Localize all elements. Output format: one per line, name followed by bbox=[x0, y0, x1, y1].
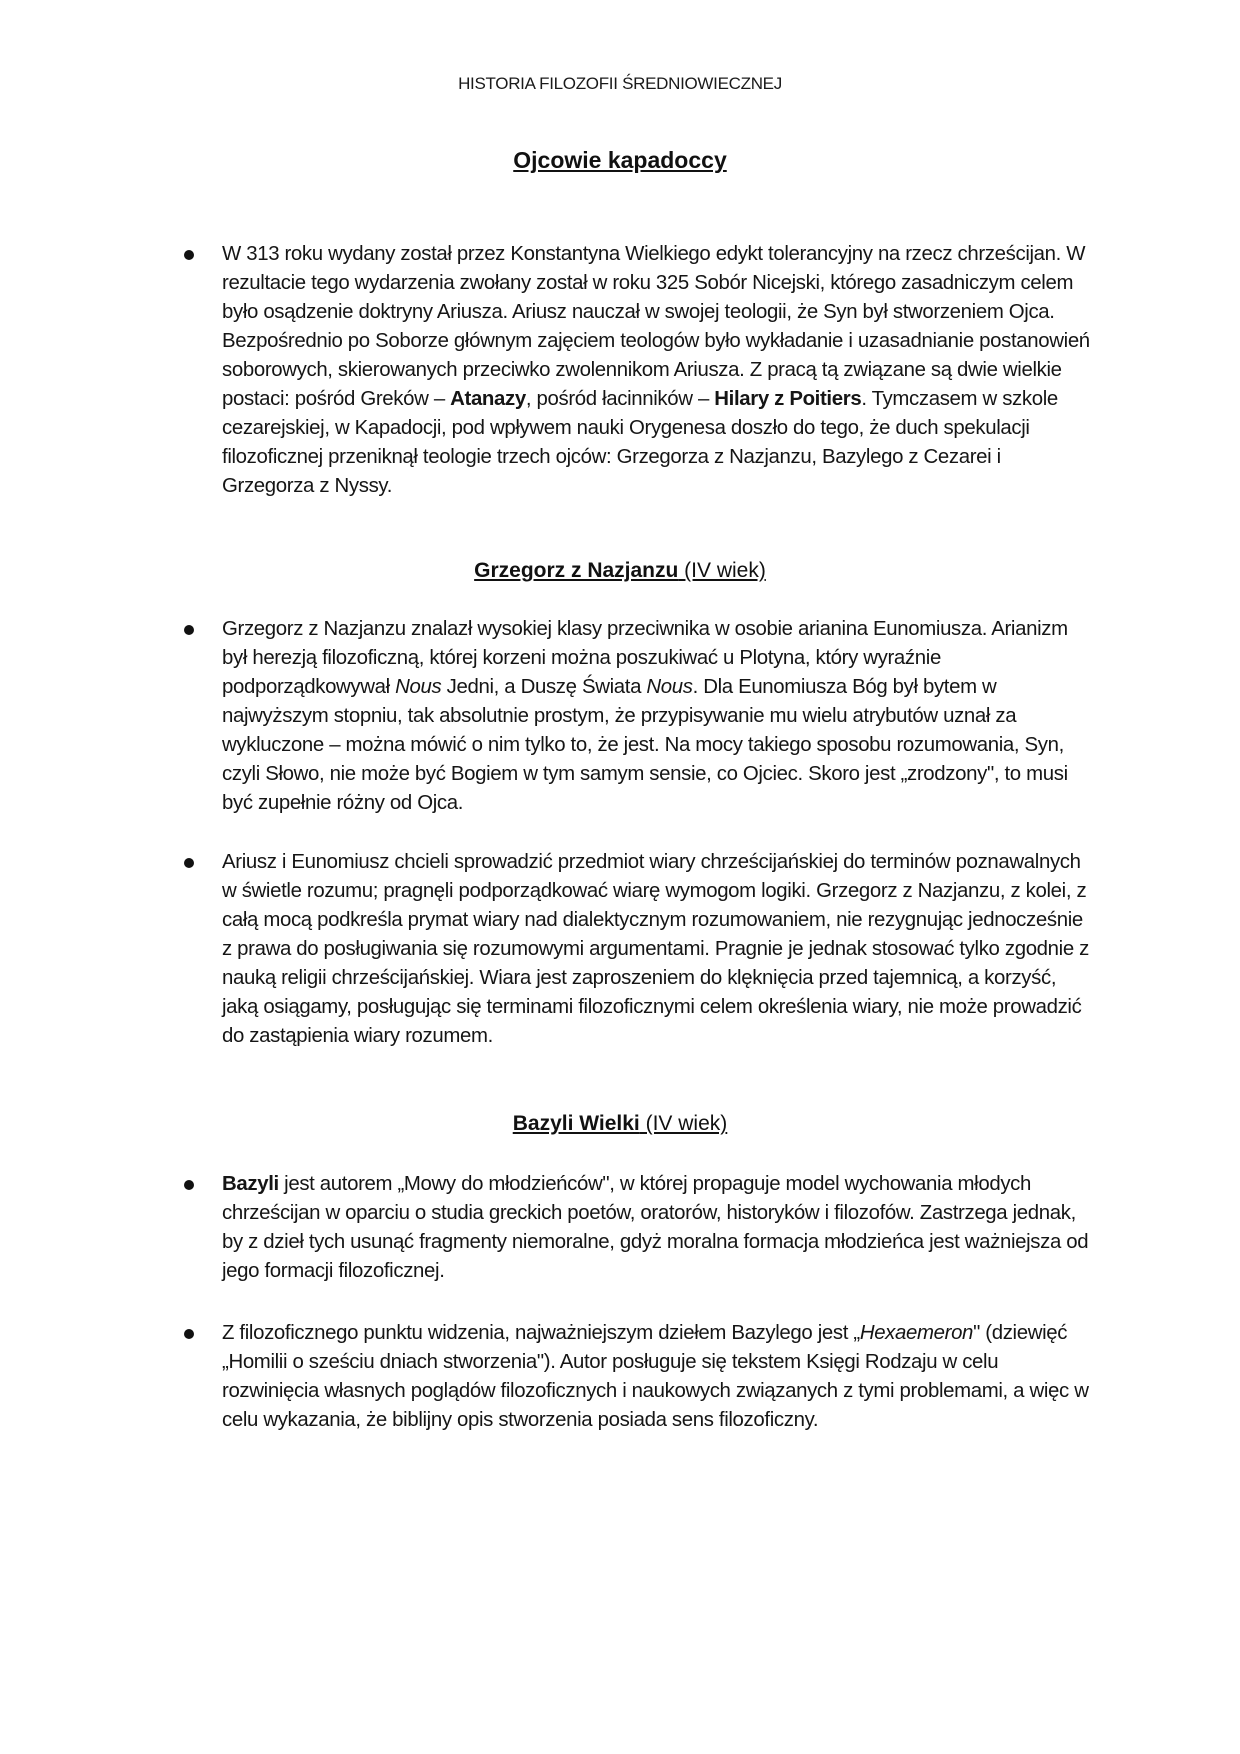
bullet-icon bbox=[184, 1329, 194, 1339]
intro-bold-hilary: Hilary z Poitiers bbox=[714, 388, 862, 410]
basil-b2-text-1: Z filozoficznego punktu widzenia, najważniejszym dziełem Bazylego jest „ bbox=[222, 1322, 860, 1344]
intro-text-2: , pośród łacinników – bbox=[525, 388, 715, 410]
bullet-icon bbox=[184, 858, 194, 868]
bullet-icon bbox=[184, 250, 194, 260]
bullet-icon bbox=[184, 625, 194, 635]
intro-paragraph bbox=[222, 240, 1092, 501]
running-header: HISTORIA FILOZOFII ŚREDNIOWIECZNEJ bbox=[458, 74, 782, 93]
section-heading-gregory bbox=[0, 559, 1240, 583]
basil-paragraph-1 bbox=[222, 1170, 1092, 1286]
gregory-paragraph-2: Ariusz i Eunomiusz chcieli sprowadzić przedmiot wiary chrześcijańskiej do terminów poznawalnych w świetle rozumu; pragnęli podporządkować wiarę wymogom logiki. Grzegorz z Nazjanzu, z kolei, z całą mocą podkreśla prymat wiary nad dialektycznym rozumowaniem, nie rezygnując jednocześnie z prawa do posługiwania się rozumowymi argumentami. Pragnie je jednak stosować tylko zgodnie z nauką religii chrześcijańskiej. Wiara jest zaproszeniem do klęknięcia przed tajemnicą, a korzyść, jaką osiągamy, posługując się terminami filozoficznymi celem określenia wiary, nie może prowadzić do zastąpienia wiary rozumem. bbox=[222, 851, 1089, 1047]
basil-paragraph-2 bbox=[222, 1319, 1092, 1435]
gregory-b1-text-1: Grzegorz z Nazjanzu znalazł wysokiej klasy przeciwnika w osobie arianina Eunomiusza. Arianizm był herezją filozoficzną, której korzeni można poszukiwać u Plotyna, który wyraźnie podporządkowywał bbox=[222, 618, 1068, 698]
basil-b1-bold-name: Bazyli bbox=[222, 1173, 279, 1195]
basil-b2-italic-hexaemeron: Hexaemeron bbox=[859, 1322, 974, 1344]
intro-text-3: . Tymczasem w szkole cezarejskiej, w Kapadocji, pod wpływem nauki Orygenesa doszło do tego, że duch spekulacji filozoficznej przeniknął teologie trzech ojców: Grzegorza z Nazjanzu, Bazylego z Cezarei i Grzegorza z Nyssy. bbox=[222, 388, 1058, 497]
page-title: Ojcowie kapadoccy bbox=[513, 147, 727, 173]
section-heading-gregory-name: Grzegorz z Nazjanzu bbox=[474, 559, 679, 582]
bullet-icon bbox=[184, 1180, 194, 1190]
section-heading-gregory-period: (IV wiek) bbox=[678, 559, 766, 582]
gregory-b1-text-3: . Dla Eunomiusza Bóg był bytem w najwyższym stopniu, tak absolutnie prostym, że przypisywanie mu wielu atrybutów uznał za wykluczone – można mówić o nim tylko to, że jest. Na mocy takiego sposobu rozumowania, Syn, czyli Słowo, nie może być Bogiem w tym samym sensie, co Ojciec. Skoro jest „zrodzony", to musi być zupełnie różny od Ojca. bbox=[222, 676, 1068, 814]
gregory-b1-italic-nous-1: Nous bbox=[395, 676, 442, 698]
gregory-b1-text-2: Jedni, a Duszę Świata bbox=[441, 676, 647, 698]
section-heading-basil-period: (IV wiek) bbox=[639, 1112, 728, 1135]
gregory-paragraph-1 bbox=[222, 615, 1092, 818]
basil-b1-text: jest autorem „Mowy do młodzieńców", w której propaguje model wychowania młodych chrześcijan w oparciu o studia greckich poetów, oratorów, historyków i filozofów. Zastrzega jednak, by z dzieł tych usunąć fragmenty niemoralne, gdyż moralna formacja młodzieńca jest ważniejsza od jego formacji filozoficznej. bbox=[222, 1173, 1089, 1282]
gregory-b1-italic-nous-2: Nous bbox=[646, 676, 693, 698]
section-heading-basil bbox=[0, 1112, 1240, 1136]
basil-b2-text-2: " (dziewięć „Homilii o sześciu dniach stworzenia"). Autor posługuje się tekstem Księgi Rodzaju w celu rozwinięcia własnych poglądów filozoficznych i naukowych związanych z tymi problemami, a więc w celu wykazania, że biblijny opis stworzenia posiada sens filozoficzny. bbox=[222, 1322, 1089, 1431]
intro-text-1: W 313 roku wydany został przez Konstantyna Wielkiego edykt tolerancyjny na rzecz chrześcijan. W rezultacie tego wydarzenia zwołany został w roku 325 Sobór Nicejski, którego zasadniczym celem było osądzenie doktryny Ariusza. Ariusz nauczał w swojej teologii, że Syn był stworzeniem Ojca. Bezpośrednio po Soborze głównym zajęciem teologów było wykładanie i uzasadnianie postanowień soborowych, skierowanych przeciwko zwolennikom Ariusza. Z pracą tą związane są dwie wielkie postaci: pośród Greków – bbox=[222, 243, 1090, 410]
intro-bold-athanasius: Atanazy bbox=[450, 388, 526, 410]
section-heading-basil-name: Bazyli Wielki bbox=[512, 1112, 640, 1135]
